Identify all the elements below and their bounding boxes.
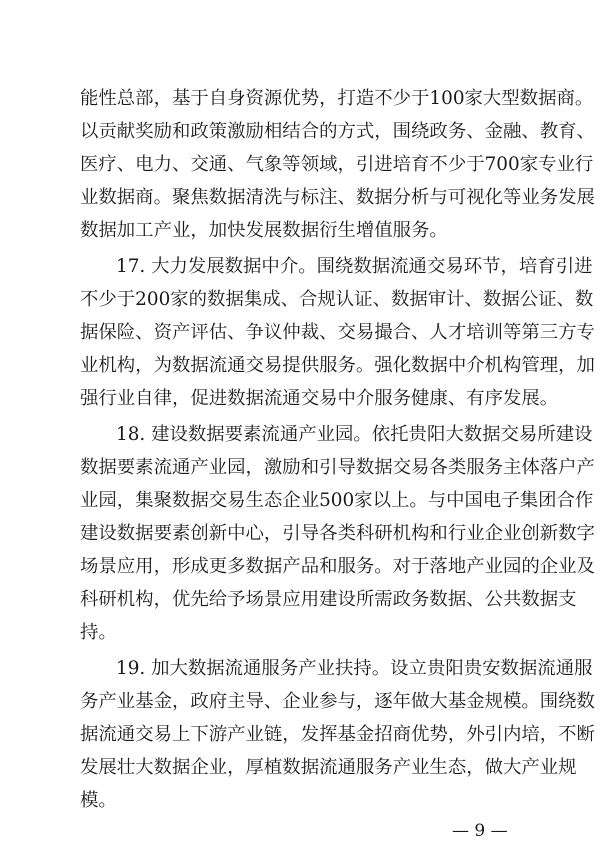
text-line: 强行业自律，促进数据流通交易中介服务健康、有序发展。 xyxy=(80,388,559,409)
text-line: 建设数据要素创新中心，引导各类科研机构和行业企业创新数字 xyxy=(80,523,595,544)
text-line: 数据加工产业，加快发展数据衍生增值服务。 xyxy=(80,220,448,241)
text-line: 以贡献奖励和政策激励相结合的方式，围绕政务、金融、教育、 xyxy=(80,121,595,142)
text-line: 业数据商。聚焦数据清洗与标注、数据分析与可视化等业务发展 xyxy=(80,187,595,208)
text-line: 持。 xyxy=(80,622,117,643)
page-number: — 9 — xyxy=(452,821,508,841)
text-line: 务产业基金，政府主导、企业参与，逐年做大基金规模。围绕数 xyxy=(80,691,595,712)
text-line: 据保险、资产评估、争议仲裁、交易撮合、人才培训等第三方专 xyxy=(80,322,595,343)
text-line: 能性总部，基于自身资源优势，打造不少于100家大型数据商。 xyxy=(80,88,594,109)
text-line: 科研机构，优先给予场景应用建设所需政务数据、公共数据支 xyxy=(80,589,577,610)
section-17-heading-line: 17. 大力发展数据中介。围绕数据流通交易环节，培育引进 xyxy=(116,256,593,277)
text-line: 不少于200家的数据集成、合规认证、数据审计、数据公证、数 xyxy=(80,289,594,310)
text-line: 业机构，为数据流通交易提供服务。强化数据中介机构管理，加 xyxy=(80,355,595,376)
text-line: 医疗、电力、交通、气象等领域，引进培育不少于700家专业行 xyxy=(80,154,594,175)
text-line: 数据要素流通产业园，激励和引导数据交易各类服务主体落户产 xyxy=(80,457,595,478)
section-19-heading-line: 19. 加大数据流通服务产业扶持。设立贵阳贵安数据流通服 xyxy=(116,658,593,679)
section-18-heading-line: 18. 建设数据要素流通产业园。依托贵阳大数据交易所建设 xyxy=(116,424,593,445)
text-line: 场景应用，形成更多数据产品和服务。对于落地产业园的企业及 xyxy=(80,556,595,577)
text-line: 模。 xyxy=(80,790,117,811)
text-line: 据流通交易上下游产业链，发挥基金招商优势，外引内培，不断 xyxy=(80,724,595,745)
text-line: 业园，集聚数据交易生态企业500家以上。与中国电子集团合作 xyxy=(80,490,594,511)
text-line: 发展壮大数据企业，厚植数据流通服务产业生态，做大产业规 xyxy=(80,757,577,778)
